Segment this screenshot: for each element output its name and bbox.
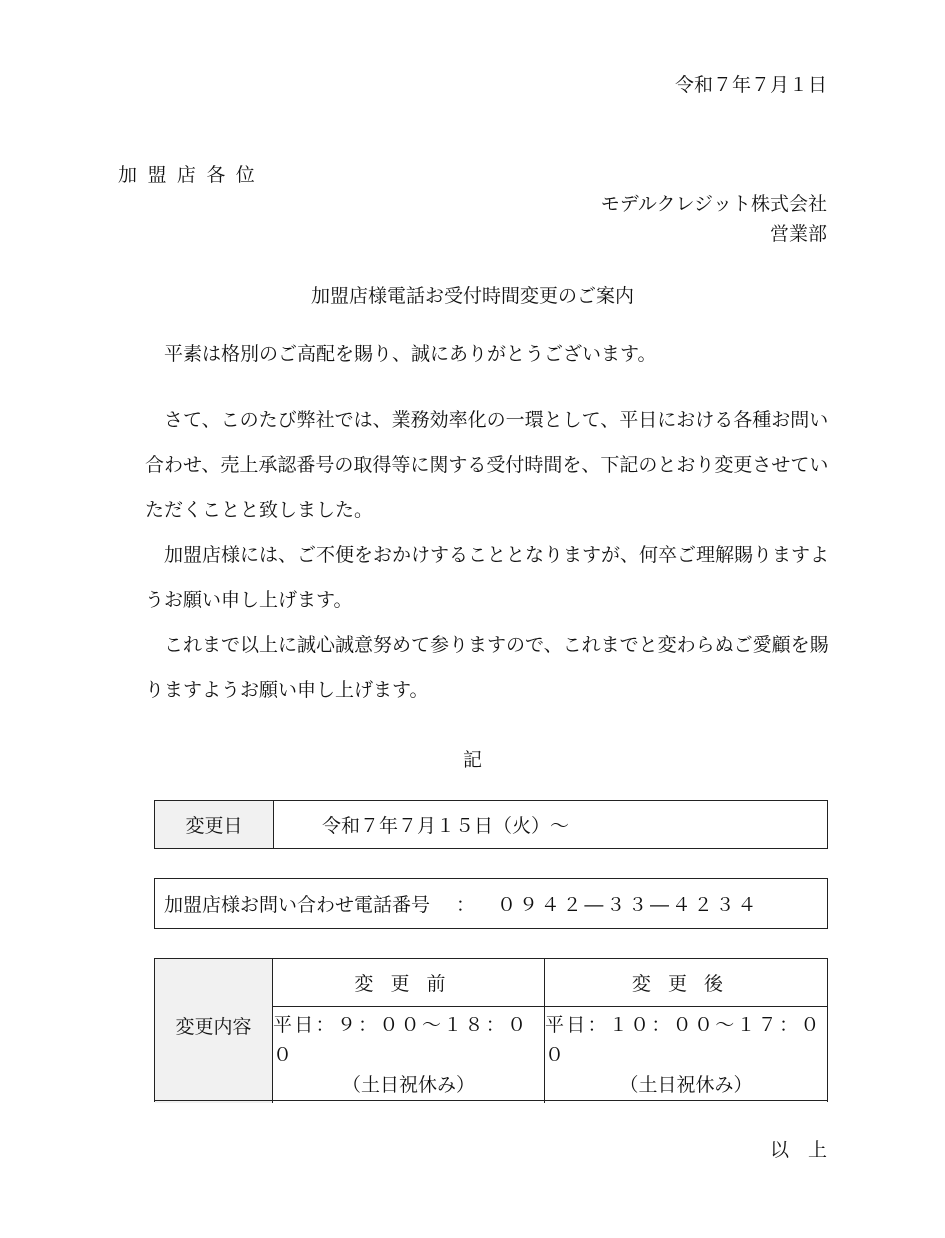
after-cell (545, 1007, 827, 1103)
change-date-value: 令和７年７月１５日（火）～ (322, 815, 570, 837)
before-header: 変更前 (273, 959, 545, 1007)
table-bottom-line (154, 1100, 828, 1101)
before-hours: 平日：９：００～１８：００ (273, 1014, 529, 1066)
change-table (154, 958, 828, 1102)
phone-box (154, 878, 828, 929)
ki-heading: 記 (462, 749, 482, 771)
phone-number: ０９４２―３３―４２３４ (497, 894, 760, 916)
phone-separator: ： (456, 894, 476, 916)
sender-block (601, 189, 827, 249)
after-hours: 平日：１０：００～１７：００ (545, 1014, 822, 1066)
document-subject: 加盟店様電話お受付時間変更のご案内 (310, 285, 634, 307)
body-paragraph-3: これまで以上に誠心誠意努めて参りますので、これまでと変わらぬご愛顧を賜りますようお願い申し上げます。 (145, 634, 829, 701)
change-date-box (154, 800, 828, 849)
sender-department: 営業部 (769, 223, 827, 245)
change-date-label: 変更日 (155, 801, 274, 848)
body-paragraph-1: さて、このたび弊社では、業務効率化の一環として、平日における各種お問い合わせ、売上承認番号の取得等に関する受付時間を、下記のとおり変更させていただくことと致しました。 (145, 409, 829, 521)
phone-label: 加盟店様お問い合わせ電話番号 (164, 894, 431, 916)
before-note: （土日祝休み） (341, 1074, 475, 1096)
body-paragraph-2: 加盟店様には、ご不便をおかけすることとなりますが、何卒ご理解賜りますようお願い申し上げます。 (145, 544, 830, 611)
sender-company: モデルクレジット株式会社 (600, 193, 827, 215)
closing-mark: 以上 (769, 1139, 846, 1161)
document-date: 令和７年７月１日 (674, 74, 827, 96)
change-table-label: 変更内容 (155, 959, 273, 1103)
after-note: （土日祝休み） (619, 1074, 753, 1096)
before-cell (273, 1007, 545, 1103)
addressee: 加盟店各位 (118, 164, 266, 186)
greeting-paragraph: 平素は格別のご高配を賜り、誠にありがとうございます。 (164, 343, 657, 365)
after-header: 変更後 (545, 959, 827, 1007)
